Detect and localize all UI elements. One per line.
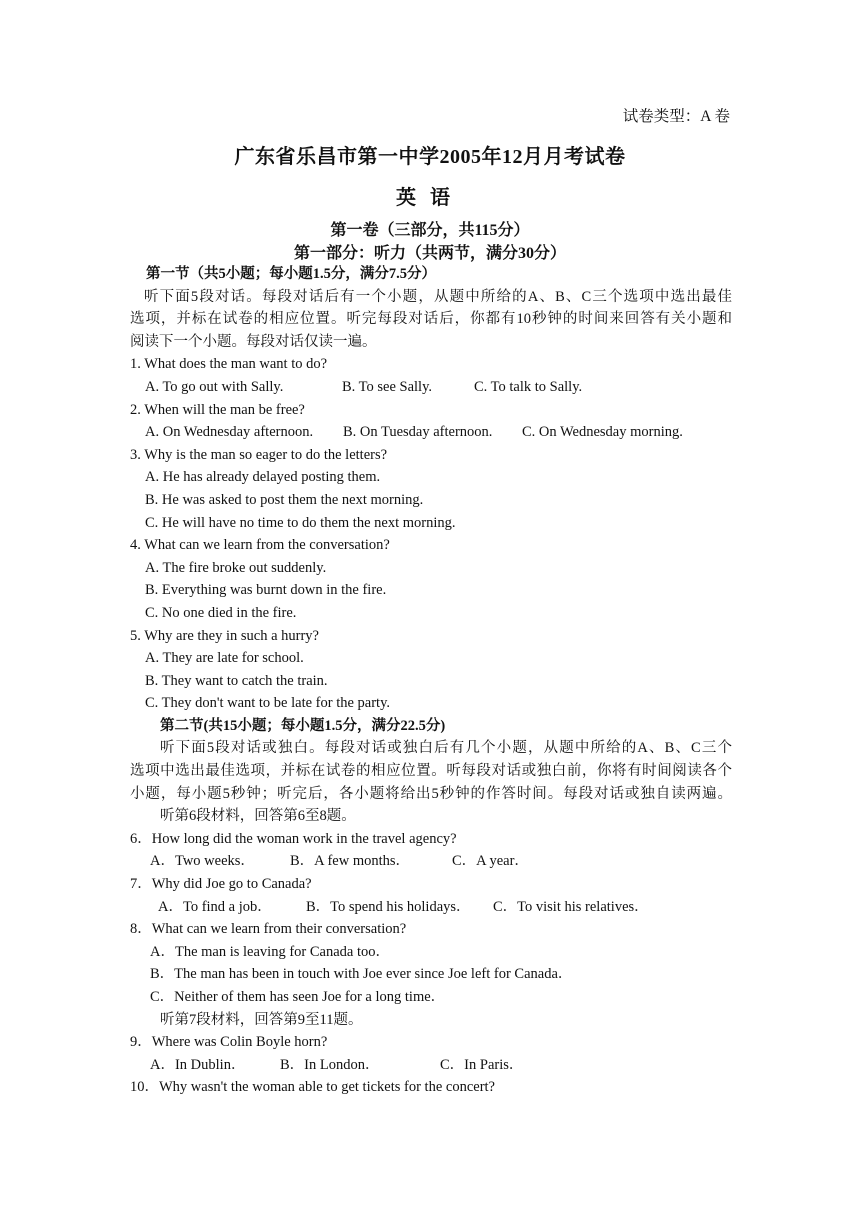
exam-title: 广东省乐昌市第一中学2005年12月月考试卷 xyxy=(234,146,626,168)
question-8: 8．What can we learn from their conversation? xyxy=(130,921,407,938)
question-6: 6．How long did the woman work in the travel agency? xyxy=(130,830,457,847)
question-2: 2. When will the man be free? xyxy=(130,401,305,418)
option-b: B．The man has been in touch with Joe ever since Joe left for Canada． xyxy=(150,966,573,983)
section2-instruction-line: 选项中选出最佳选项，并标在试卷的相应位置。听每段对话或独白前，你将有时间阅读各个 xyxy=(130,763,732,780)
section2-instruction-line: 听下面5段对话或独白。每段对话或独白后有几个小题，从题中所给的A、B、C三个 xyxy=(160,740,732,757)
option-a: A．In Dublin． xyxy=(150,1056,246,1073)
option-a: A. On Wednesday afternoon. xyxy=(145,424,314,441)
option-c: C. He will have no time to do them the next morning. xyxy=(145,514,456,531)
option-a: A. They are late for school. xyxy=(145,650,304,667)
section1-instruction-line: 阅读下一个小题。每段对话仅读一遍。 xyxy=(130,333,377,350)
question-3: 3. Why is the man so eager to do the letters? xyxy=(130,446,388,463)
question-9-options xyxy=(130,1054,732,1077)
option-b: B．In London． xyxy=(280,1056,380,1073)
option-c: C. On Wednesday morning. xyxy=(522,424,683,441)
option-b: B．To spend his holidays． xyxy=(306,898,471,915)
question-2-options xyxy=(130,421,732,444)
option-c: C. No one died in the fire. xyxy=(145,604,297,621)
option-a: A. The fire broke out suddenly. xyxy=(145,559,327,576)
section1-instruction-line: 听下面5段对话。每段对话后有一个小题，从题中所给的A、B、C三个选项中选出最佳 xyxy=(144,288,732,305)
option-b: B. He was asked to post them the next morning. xyxy=(145,491,424,508)
material-6-note: 听第6段材料，回答第6至8题。 xyxy=(160,808,356,825)
option-a: A．To find a job． xyxy=(158,898,272,915)
section2-heading: 第二节(共15小题；每小题1.5分，满分22.5分) xyxy=(160,717,446,734)
question-1-options xyxy=(130,376,732,399)
option-c: C. They don't want to be late for the party. xyxy=(145,695,391,712)
option-b: B. To see Sally. xyxy=(342,378,433,395)
question-7-options xyxy=(130,896,732,919)
question-7: 7．Why did Joe go to Canada? xyxy=(130,876,312,893)
exam-content xyxy=(130,263,732,1099)
option-a: A．Two weeks． xyxy=(150,853,255,870)
option-b: B. On Tuesday afternoon. xyxy=(343,424,493,441)
option-b: B. They want to catch the train. xyxy=(145,672,328,689)
section1-heading: 第一节（共5小题；每小题1.5分，满分7.5分） xyxy=(146,266,436,282)
question-9: 9．Where was Colin Boyle horn? xyxy=(130,1034,328,1051)
option-b: B．A few months． xyxy=(290,853,411,870)
question-4: 4. What can we learn from the conversation? xyxy=(130,537,390,554)
option-c: C．To visit his relatives． xyxy=(493,898,649,915)
option-a: A. To go out with Sally. xyxy=(145,378,284,395)
question-6-options xyxy=(130,850,732,873)
option-b: B. Everything was burnt down in the fire. xyxy=(145,582,387,599)
subject-title: 英语 xyxy=(396,187,464,209)
section2-instruction-line: 小题，每小题5秒钟；听完后，各小题将给出5秒钟的作答时间。每段对话或独自读两遍。 xyxy=(130,785,732,802)
option-c: C．A year． xyxy=(452,853,529,870)
question-10: 10．Why wasn't the woman able to get tickets for the concert? xyxy=(130,1079,495,1096)
volume-heading: 第一卷（三部分，共115分） xyxy=(330,222,530,239)
option-c: C．Neither of them has seen Joe for a long time． xyxy=(150,989,446,1005)
option-a: A．The man is leaving for Canada too． xyxy=(150,943,390,960)
question-5: 5. Why are they in such a hurry? xyxy=(130,627,319,644)
section1-instruction-line: 选项，并标在试卷的相应位置。听完每段对话后，你都有10秒钟的时间来回答有关小题和 xyxy=(130,311,732,328)
part-heading: 第一部分：听力（共两节，满分30分） xyxy=(293,245,566,262)
option-c: C. To talk to Sally. xyxy=(474,378,583,395)
material-7-note: 听第7段材料，回答第9至11题。 xyxy=(160,1011,363,1028)
option-a: A. He has already delayed posting them. xyxy=(145,469,381,486)
question-1: 1. What does the man want to do? xyxy=(130,356,328,373)
option-c: C．In Paris． xyxy=(440,1056,524,1073)
paper-type-label: 试卷类型：A 卷 xyxy=(622,108,730,125)
